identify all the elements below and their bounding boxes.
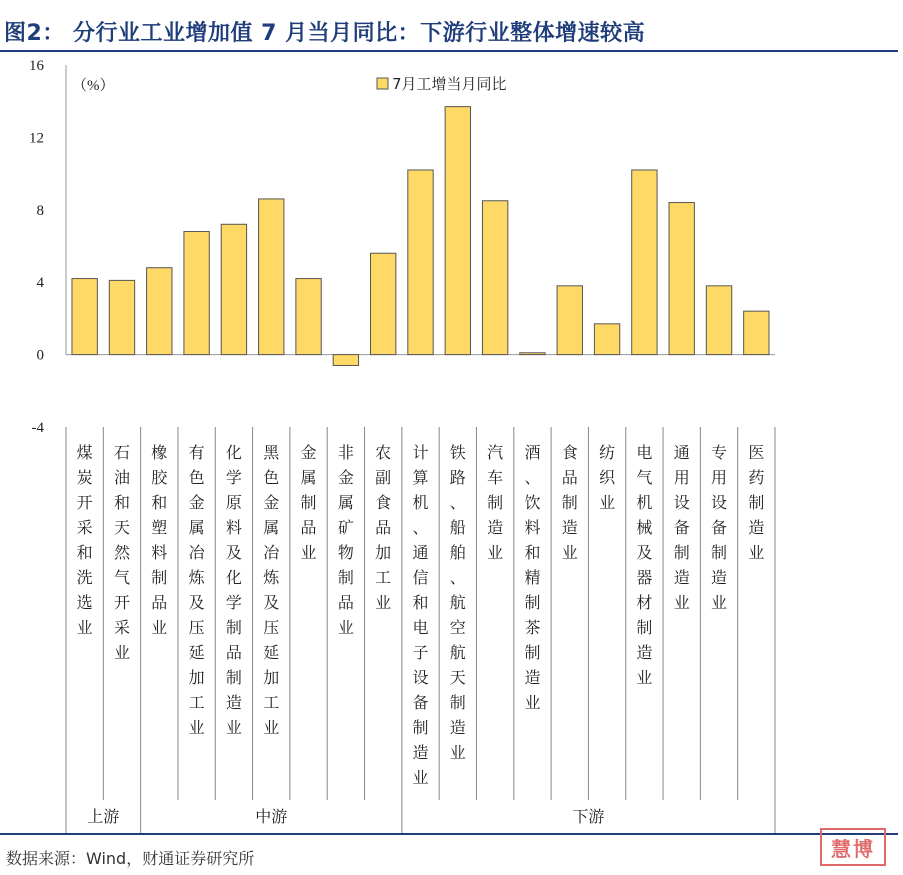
bar [557, 286, 582, 355]
bar [669, 203, 694, 355]
legend-swatch [377, 78, 388, 89]
watermark-stamp: 慧博 [820, 828, 886, 866]
category-label: 化学原料及化学制品制造业 [225, 443, 242, 737]
category-label: 黑色金属冶炼及压延加工业 [263, 443, 280, 737]
category-label: 铁路、船舶、航空航天制造业 [449, 443, 466, 762]
category-labels [66, 427, 775, 800]
bar [370, 253, 395, 354]
bar [744, 311, 769, 354]
category-label: 计算机、通信和电子设备制造业 [412, 443, 429, 787]
bar [147, 268, 172, 355]
bar [445, 107, 470, 355]
unit-label: （%） [72, 78, 115, 94]
category-label: 煤炭开采和洗选业 [76, 443, 93, 637]
legend-label: 7月工增当月同比 [392, 75, 507, 93]
y-tick-label: -4 [31, 420, 44, 436]
bar [109, 280, 134, 354]
y-tick-label: 8 [36, 202, 44, 219]
category-label: 有色金属冶炼及压延加工业 [188, 443, 205, 737]
y-tick-label: 16 [29, 58, 44, 74]
group-label: 下游 [572, 807, 605, 826]
category-label: 食品制造业 [561, 443, 578, 562]
axis-layer [29, 58, 775, 436]
category-label: 通用设备制造业 [673, 443, 690, 612]
bar-layer [72, 107, 769, 366]
category-label: 农副食品加工业 [375, 443, 392, 612]
bar [706, 286, 731, 355]
category-label: 橡胶和塑料制品业 [151, 443, 168, 637]
y-tick-label: 4 [36, 275, 44, 292]
y-tick-label: 12 [29, 130, 44, 147]
category-label: 金属制品业 [300, 443, 317, 562]
source-note: 数据来源：Wind，财通证券研究所 [6, 849, 255, 868]
bar [520, 353, 545, 355]
category-label: 电气机械及器材制造业 [636, 443, 653, 687]
y-tick-label: 0 [36, 347, 44, 364]
bar [632, 170, 657, 355]
category-label: 汽车制造业 [487, 443, 504, 562]
bar [296, 279, 321, 355]
category-label: 纺织业 [599, 443, 616, 512]
category-label: 医药制造业 [748, 443, 765, 562]
source-rule [0, 833, 898, 835]
bar [482, 201, 507, 355]
category-label: 专用设备制造业 [711, 443, 728, 612]
group-label: 上游 [87, 807, 120, 826]
bar [184, 232, 209, 355]
bar [408, 170, 433, 355]
bar [72, 279, 97, 355]
legend [377, 75, 507, 93]
figure-title: 图2： 分行业工业增加值 7 月当月同比：下游行业整体增速较高 [4, 21, 646, 46]
category-label: 石油和天然气开采业 [113, 443, 130, 662]
category-label: 酒、饮料和精制茶制造业 [524, 443, 541, 712]
bar [259, 199, 284, 355]
group-labels [66, 800, 775, 833]
bar [221, 224, 246, 354]
bar [333, 355, 358, 366]
group-label: 中游 [255, 807, 288, 826]
bar [594, 324, 619, 355]
category-label: 非金属矿物制品业 [337, 443, 354, 637]
